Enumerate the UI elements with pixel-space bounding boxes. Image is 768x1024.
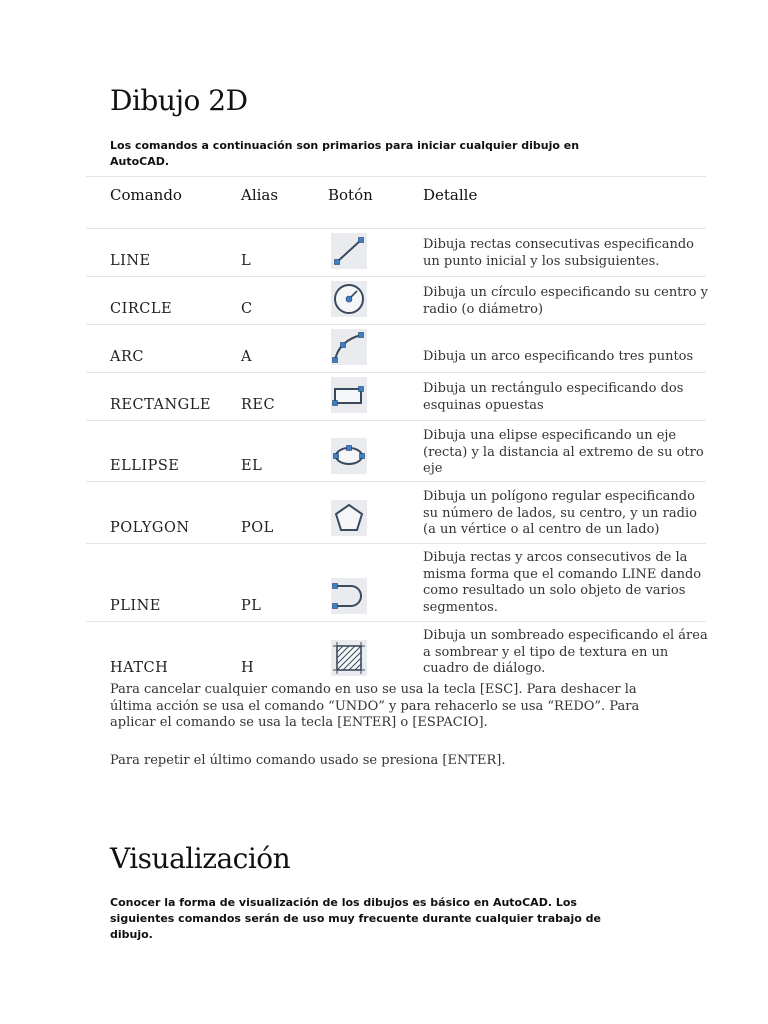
arc-icon <box>331 329 367 365</box>
cancel-note: Para cancelar cualquier comando en uso se usa la tecla [ESC]. Para deshacer la última acción se usa el comando “UNDO” y para rehacerlo se usa “REDO”. Para aplicar el comando se usa la tecla [ENTER] o [ESPACIO]. <box>110 682 640 730</box>
table-row <box>86 372 706 421</box>
table-top-divider <box>86 176 706 177</box>
command-name: CIRCLE <box>110 301 173 317</box>
table-row <box>86 621 706 682</box>
command-detail: Dibuja una elipse especificando un eje (recta) y la distancia al extremo de su otro eje <box>423 428 704 476</box>
hatch-icon <box>331 640 367 676</box>
header-detalle: Detalle <box>423 186 478 204</box>
polyline-icon <box>331 578 367 614</box>
section-title-visualizacion: Visualización <box>110 842 291 875</box>
command-name: ELLIPSE <box>110 458 180 474</box>
repeat-note: Para repetir el último comando usado se presiona [ENTER]. <box>110 753 506 768</box>
command-name: PLINE <box>110 598 161 614</box>
command-name: RECTANGLE <box>110 397 211 413</box>
command-alias: L <box>241 253 252 269</box>
table-row <box>86 324 706 373</box>
command-detail: Dibuja rectas y arcos consecutivos de la misma forma que el comando LINE dando como resultado un solo objeto de varios segmentos. <box>423 550 702 615</box>
command-detail: Dibuja un polígono regular especificando su número de lados, su centro, y un radio (a un vértice o al centro de un lado) <box>423 489 697 537</box>
command-name: LINE <box>110 253 151 269</box>
line-icon <box>331 233 367 269</box>
command-alias: A <box>241 349 252 365</box>
table-row <box>86 276 706 325</box>
header-boton: Botón <box>328 186 373 204</box>
command-alias: POL <box>241 520 274 536</box>
command-alias: PL <box>241 598 262 614</box>
command-detail: Dibuja rectas consecutivas especificando un punto inicial y los subsiguientes. <box>423 237 694 269</box>
polygon-icon <box>331 500 367 536</box>
header-alias: Alias <box>241 186 279 204</box>
command-name: POLYGON <box>110 520 190 536</box>
circle-icon <box>331 281 367 317</box>
header-comando: Comando <box>110 186 182 204</box>
section-intro-visualizacion: Conocer la forma de visualización de los dibujos es básico en AutoCAD. Los siguientes comandos serán de uso muy frecuente durante cualquier trabajo de dibujo. <box>110 896 601 941</box>
command-alias: H <box>241 660 255 676</box>
command-name: ARC <box>110 349 144 365</box>
command-alias: EL <box>241 458 263 474</box>
command-detail: Dibuja un rectángulo especificando dos esquinas opuestas <box>423 381 684 413</box>
table-row <box>86 228 706 277</box>
command-detail: Dibuja un arco especificando tres puntos <box>423 349 694 364</box>
section-title-dibujo-2d: Dibujo 2D <box>110 84 248 117</box>
command-name: HATCH <box>110 660 169 676</box>
command-alias: REC <box>241 397 276 413</box>
command-detail: Dibuja un sombreado especificando el área a sombrear y el tipo de textura en un cuadro de diálogo. <box>423 628 708 676</box>
rectangle-icon <box>331 377 367 413</box>
table-row <box>86 420 706 482</box>
table-row <box>86 543 706 622</box>
table-row <box>86 481 706 544</box>
section-intro-dibujo-2d: Los comandos a continuación son primarios para iniciar cualquier dibujo en AutoCAD. <box>110 139 580 168</box>
command-detail: Dibuja un círculo especificando su centro y radio (o diámetro) <box>423 285 708 317</box>
command-alias: C <box>241 301 253 317</box>
ellipse-icon <box>331 438 367 474</box>
